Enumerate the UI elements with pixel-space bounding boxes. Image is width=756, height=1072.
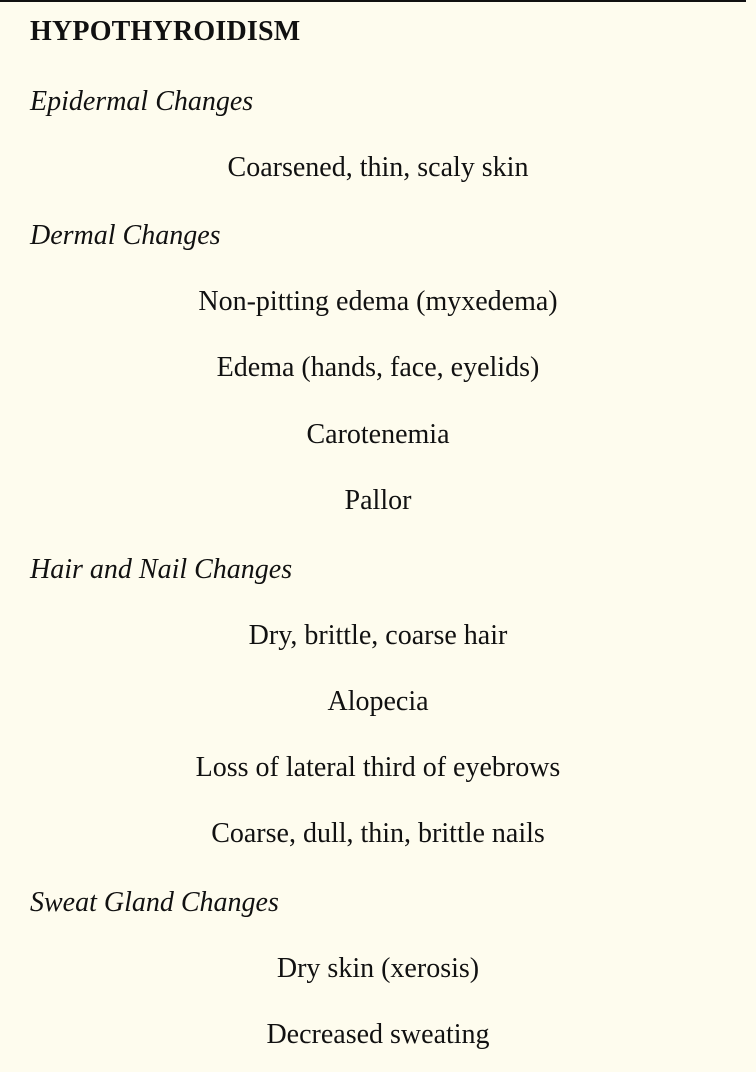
list-item: Loss of lateral third of eyebrows — [195, 752, 561, 783]
section-heading-hair-nail: Hair and Nail Changes — [30, 554, 293, 585]
list-item: Pallor — [344, 485, 412, 516]
list-item: Coarsened, thin, scaly skin — [227, 152, 529, 183]
list-item: Alopecia — [327, 686, 429, 717]
list-item: Decreased sweating — [266, 1019, 490, 1050]
list-item: Edema (hands, face, eyelids) — [216, 352, 540, 383]
section-heading-sweat-gland: Sweat Gland Changes — [30, 887, 279, 918]
list-item: Non-pitting edema (myxedema) — [198, 286, 558, 317]
list-item: Carotenemia — [306, 419, 450, 450]
list-item: Coarse, dull, thin, brittle nails — [211, 818, 545, 849]
top-rule — [0, 0, 746, 2]
list-item: Dry, brittle, coarse hair — [248, 620, 508, 651]
table-title: HYPOTHYROIDISM — [30, 16, 301, 47]
section-heading-dermal: Dermal Changes — [30, 220, 221, 251]
list-item: Dry skin (xerosis) — [276, 953, 480, 984]
section-heading-epidermal: Epidermal Changes — [30, 86, 254, 117]
